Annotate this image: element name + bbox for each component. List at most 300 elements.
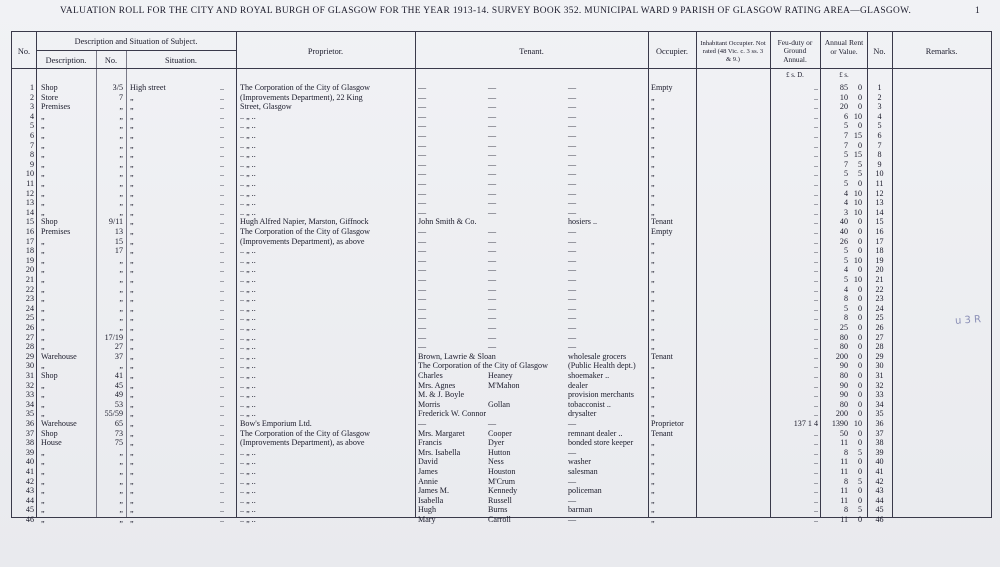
cell-sitd: ..	[220, 140, 225, 150]
cell-t1: Isabella	[418, 495, 444, 505]
cell-t1: —	[418, 188, 427, 198]
cell-no: 34	[25, 399, 34, 409]
cell-prop: .. „ ..	[240, 150, 256, 160]
cell-sit: „	[130, 121, 134, 131]
cell-num: 15	[114, 236, 123, 246]
marginal-note: u 3 R	[954, 314, 982, 327]
cell-no2: 38	[875, 438, 884, 448]
cell-sit: „	[130, 92, 134, 102]
cell-prop: (Improvements Department), 22 King	[240, 92, 363, 102]
cell-t1: Mary	[418, 515, 436, 524]
cell-t3: —	[568, 140, 577, 150]
cell-no: 16	[25, 227, 34, 236]
cell-t2: —	[488, 342, 497, 352]
cell-prop: .. „ ..	[240, 332, 256, 342]
cell-no2: 37	[875, 428, 884, 438]
cell-num: 41	[114, 371, 123, 380]
cell-rs: 0	[857, 313, 862, 323]
cell-t3: —	[568, 323, 577, 332]
cell-num: 73	[114, 428, 123, 438]
cell-occ: „	[651, 265, 655, 275]
cell-no2: 30	[875, 361, 884, 371]
cell-rl: 5	[843, 275, 848, 284]
cell-prop: .. „ ..	[240, 169, 256, 179]
cell-rl: 11	[840, 486, 848, 496]
cell-rs: 0	[857, 284, 862, 294]
cell-rs: 15	[853, 131, 862, 140]
cell-rs: 0	[857, 486, 862, 496]
table-row	[12, 285, 991, 295]
cell-feu: ..	[813, 294, 818, 304]
cell-t2: —	[488, 111, 497, 121]
table-row	[12, 294, 991, 304]
cell-feu: ..	[813, 486, 818, 496]
cell-t3: —	[568, 179, 577, 188]
cell-no2: 7	[877, 140, 882, 150]
cell-sit: „	[130, 159, 134, 169]
cell-rl: 8	[843, 476, 848, 486]
cell-prop: The Corporation of the City of Glasgow	[240, 227, 370, 236]
cell-desc: „	[41, 294, 45, 304]
cell-feu: ..	[813, 102, 818, 112]
cell-t1: —	[418, 92, 427, 102]
cell-no2: 3	[877, 102, 882, 112]
cell-occ: „	[651, 92, 655, 102]
cell-t2: Dyer	[488, 438, 505, 448]
cell-num: „	[119, 486, 123, 496]
cell-prop: .. „ ..	[240, 207, 256, 217]
cell-no2: 14	[875, 207, 884, 217]
cell-sitd: ..	[220, 419, 225, 428]
cell-rl: 3	[843, 207, 848, 217]
cell-sit: „	[130, 486, 134, 496]
cell-occ: „	[651, 159, 655, 169]
cell-t2: —	[488, 265, 497, 275]
cell-prop: .. „ ..	[240, 380, 256, 390]
cell-desc: Shop	[41, 371, 58, 380]
cell-t3: —	[568, 102, 577, 112]
cell-prop: .. „ ..	[240, 515, 256, 524]
cell-sit: „	[130, 188, 134, 198]
table-row	[12, 409, 991, 419]
cell-occ: „	[651, 236, 655, 246]
cell-sitd: ..	[220, 217, 225, 227]
cell-t1: Morris	[418, 399, 441, 409]
cell-t3: —	[568, 515, 577, 524]
cell-sit: „	[130, 428, 134, 438]
cell-no2: 42	[875, 476, 884, 486]
table-row	[12, 438, 991, 448]
cell-no: 4	[29, 111, 34, 121]
cell-no: 1	[29, 83, 34, 92]
cell-sitd: ..	[220, 486, 225, 496]
cell-occ: „	[651, 284, 655, 294]
cell-desc: „	[41, 284, 45, 294]
cell-rl: 8	[843, 313, 848, 323]
cell-num: 55/59	[104, 409, 123, 419]
cell-rl: 4	[843, 198, 848, 208]
cell-sit: „	[130, 390, 134, 400]
cell-t3: remnant dealer ..	[568, 428, 623, 438]
cell-sit: „	[130, 236, 134, 246]
cell-prop: .. „ ..	[240, 505, 256, 515]
cell-no2: 5	[877, 121, 882, 131]
cell-prop: .. „ ..	[240, 467, 256, 476]
table-row	[12, 150, 991, 160]
cell-prop: .. „ ..	[240, 255, 256, 265]
cell-t3: drysalter	[568, 409, 597, 419]
cell-t2: —	[488, 131, 497, 140]
cell-rs: 0	[857, 342, 862, 352]
cell-t3: —	[568, 131, 577, 140]
table-row	[12, 323, 991, 333]
cell-t2: Russell	[488, 495, 512, 505]
cell-occ: „	[651, 255, 655, 265]
cell-rl: 90	[839, 380, 848, 390]
table-row	[12, 486, 991, 496]
cell-t3: —	[568, 169, 577, 179]
cell-rl: 8	[843, 505, 848, 515]
cell-desc: „	[41, 390, 45, 400]
table-row	[12, 265, 991, 275]
cell-sitd: ..	[220, 275, 225, 284]
cell-no2: 24	[875, 303, 884, 313]
cell-sit: „	[130, 198, 134, 208]
cell-sit: „	[130, 313, 134, 323]
cell-t3: —	[568, 447, 577, 457]
cell-sitd: ..	[220, 188, 225, 198]
rule	[36, 50, 236, 51]
cell-t2: —	[488, 140, 497, 150]
cell-sitd: ..	[220, 457, 225, 467]
table-row	[12, 361, 991, 371]
cell-rl: 10	[839, 92, 848, 102]
cell-desc: „	[41, 303, 45, 313]
table-row	[12, 208, 991, 218]
cell-no2: 25	[875, 313, 884, 323]
cell-no2: 46	[875, 515, 884, 524]
cell-num: 45	[114, 380, 123, 390]
cell-no2: 39	[875, 447, 884, 457]
table-row	[12, 275, 991, 285]
table-row	[12, 189, 991, 199]
cell-sitd: ..	[220, 150, 225, 160]
cell-no2: 20	[875, 265, 884, 275]
cell-no2: 2	[877, 92, 882, 102]
cell-feu: ..	[813, 179, 818, 188]
table-row	[12, 141, 991, 151]
cell-occ: „	[651, 246, 655, 256]
cell-sitd: ..	[220, 332, 225, 342]
cell-sit: „	[130, 102, 134, 112]
cell-num: 27	[114, 342, 123, 352]
cell-rs: 0	[857, 294, 862, 304]
cell-t3: —	[568, 275, 577, 284]
cell-rl: 5	[843, 246, 848, 256]
cell-feu: ..	[813, 476, 818, 486]
cell-t3: provision merchants	[568, 390, 634, 400]
cell-rl: 11	[840, 457, 848, 467]
cell-sitd: ..	[220, 361, 225, 371]
cell-sit: „	[130, 255, 134, 265]
cell-occ: „	[651, 361, 655, 371]
cell-occ: „	[651, 121, 655, 131]
cell-rl: 5	[843, 255, 848, 265]
cell-desc: „	[41, 486, 45, 496]
table-row	[12, 83, 991, 93]
cell-t3: (Public Health dept.)	[568, 361, 636, 371]
cell-feu: ..	[813, 188, 818, 198]
cell-feu: ..	[813, 150, 818, 160]
cell-feu: ..	[813, 217, 818, 227]
cell-desc: „	[41, 255, 45, 265]
roll-title: VALUATION ROLL FOR THE CITY AND ROYAL BURGH OF GLASGOW FOR THE YEAR 1913-14. SURVEY BOOK 352. MUNICIPAL WARD 9 PARISH OF GLASGOW RATING AREA—GLASGOW.	[60, 6, 912, 16]
cell-rl: 5	[843, 303, 848, 313]
cell-t1: James M.	[418, 486, 450, 496]
cell-feu: ..	[813, 467, 818, 476]
cell-sitd: ..	[220, 380, 225, 390]
cell-desc: „	[41, 515, 45, 524]
cell-occ: „	[651, 150, 655, 160]
col-header-no-right: No.	[873, 47, 886, 56]
cell-prop: .. „ ..	[240, 284, 256, 294]
cell-rs: 0	[857, 380, 862, 390]
cell-t2: Heaney	[488, 371, 513, 380]
cell-no: 33	[25, 390, 34, 400]
cell-rl: 1390	[831, 419, 848, 428]
cell-no: 30	[25, 361, 34, 371]
cell-num: „	[119, 198, 123, 208]
cell-no2: 23	[875, 294, 884, 304]
cell-t2: —	[488, 83, 497, 92]
cell-sitd: ..	[220, 303, 225, 313]
cell-t1: —	[418, 246, 427, 256]
cell-no2: 36	[875, 419, 884, 428]
cell-occ: Empty	[651, 227, 673, 236]
cell-t3: shoemaker ..	[568, 371, 610, 380]
cell-sitd: ..	[220, 313, 225, 323]
cell-t2: Carroll	[488, 515, 511, 524]
cell-num: 75	[114, 438, 123, 448]
cell-num: „	[119, 457, 123, 467]
cell-t3: tobacconist ..	[568, 399, 611, 409]
cell-num: „	[119, 447, 123, 457]
col-header-description: Description.	[45, 56, 87, 65]
cell-num: „	[119, 188, 123, 198]
cell-occ: „	[651, 380, 655, 390]
cell-occ: „	[651, 313, 655, 323]
cell-sitd: ..	[220, 351, 225, 361]
cell-rl: 5	[843, 150, 848, 160]
cell-t1: —	[418, 342, 427, 352]
cell-sitd: ..	[220, 428, 225, 438]
cell-num: 17	[114, 246, 123, 256]
cell-occ: „	[651, 179, 655, 188]
cell-sit: „	[130, 207, 134, 217]
cell-t1: —	[418, 255, 427, 265]
cell-rs: 0	[857, 323, 862, 332]
cell-desc: „	[41, 505, 45, 515]
cell-rs: 10	[853, 198, 862, 208]
cell-rs: 5	[857, 169, 862, 179]
cell-feu: ..	[813, 313, 818, 323]
cell-num: 65	[114, 419, 123, 428]
cell-no: 43	[25, 486, 34, 496]
cell-prop: .. „ ..	[240, 179, 256, 188]
cell-num: „	[119, 159, 123, 169]
cell-t2: —	[488, 419, 497, 428]
cell-prop: .. „ ..	[240, 351, 256, 361]
col-header-annual-rent: Annual Rent or Value.	[824, 38, 864, 56]
cell-t3: —	[568, 476, 577, 486]
cell-t3: salesman	[568, 467, 598, 476]
cell-t3: —	[568, 284, 577, 294]
table-row	[12, 352, 991, 362]
cell-t3: —	[568, 265, 577, 275]
cell-feu: ..	[813, 495, 818, 505]
cell-no2: 34	[875, 399, 884, 409]
cell-occ: „	[651, 438, 655, 448]
cell-rl: 6	[843, 111, 848, 121]
cell-no: 10	[25, 169, 34, 179]
cell-occ: „	[651, 409, 655, 419]
cell-desc: „	[41, 457, 45, 467]
cell-feu: ..	[813, 351, 818, 361]
cell-t1: David	[418, 457, 438, 467]
cell-desc: „	[41, 188, 45, 198]
cell-t3: —	[568, 236, 577, 246]
cell-no: 45	[25, 505, 34, 515]
cell-num: 17/19	[104, 332, 123, 342]
cell-no2: 27	[875, 332, 884, 342]
cell-rl: 90	[839, 361, 848, 371]
cell-t1: —	[418, 227, 427, 236]
cell-sit: „	[130, 505, 134, 515]
cell-rl: 7	[843, 159, 848, 169]
cell-rs: 0	[857, 409, 862, 419]
cell-no: 6	[29, 131, 34, 140]
cell-sitd: ..	[220, 467, 225, 476]
cell-desc: „	[41, 265, 45, 275]
cell-no2: 8	[877, 150, 882, 160]
cell-t2: —	[488, 169, 497, 179]
cell-t1: Annie	[418, 476, 438, 486]
cell-no: 12	[25, 188, 34, 198]
cell-rl: 11	[840, 438, 848, 448]
cell-rs: 0	[857, 457, 862, 467]
cell-sitd: ..	[220, 131, 225, 140]
cell-rs: 0	[857, 371, 862, 380]
col-header-feu-duty: Feu-duty or Ground Annual.	[777, 38, 813, 64]
cell-sitd: ..	[220, 111, 225, 121]
cell-occ: „	[651, 486, 655, 496]
table-row	[12, 112, 991, 122]
cell-desc: House	[41, 438, 62, 448]
cell-t2: M'Mahon	[488, 380, 520, 390]
cell-desc: „	[41, 159, 45, 169]
cell-t3: —	[568, 332, 577, 342]
cell-prop: .. „ ..	[240, 371, 256, 380]
cell-rl: 26	[839, 236, 848, 246]
cell-no: 22	[25, 284, 34, 294]
cell-t2: —	[488, 159, 497, 169]
cell-sit: „	[130, 351, 134, 361]
cell-rl: 5	[843, 169, 848, 179]
cell-num: „	[119, 294, 123, 304]
table-row	[12, 515, 991, 525]
cell-desc: Premises	[41, 227, 71, 236]
col-header-feu-duty-units: £ s. D.	[786, 72, 804, 79]
cell-t1: —	[418, 275, 427, 284]
cell-occ: „	[651, 323, 655, 332]
cell-sitd: ..	[220, 92, 225, 102]
cell-desc: Shop	[41, 217, 58, 227]
cell-prop: .. „ ..	[240, 159, 256, 169]
cell-t2: Hutton	[488, 447, 511, 457]
cell-t2: —	[488, 246, 497, 256]
cell-no: 7	[29, 140, 34, 150]
cell-num: „	[119, 303, 123, 313]
cell-t3: washer	[568, 457, 591, 467]
cell-no: 46	[25, 515, 34, 524]
cell-t2: —	[488, 294, 497, 304]
cell-num: 37	[114, 351, 123, 361]
cell-prop: .. „ ..	[240, 486, 256, 496]
cell-rs: 0	[857, 83, 862, 92]
cell-rl: 40	[839, 227, 848, 236]
cell-t1: Mrs. Agnes	[418, 380, 456, 390]
cell-num: „	[119, 169, 123, 179]
table-row	[12, 333, 991, 343]
table-row	[12, 400, 991, 410]
cell-t1: —	[418, 332, 427, 342]
cell-sitd: ..	[220, 246, 225, 256]
cell-feu: ..	[813, 457, 818, 467]
cell-sit: „	[130, 265, 134, 275]
cell-t3: —	[568, 111, 577, 121]
cell-no: 27	[25, 332, 34, 342]
cell-no: 42	[25, 476, 34, 486]
table-row	[12, 246, 991, 256]
cell-desc: „	[41, 150, 45, 160]
cell-t2: —	[488, 188, 497, 198]
cell-t1: The Corporation of the City of Glasgow	[418, 361, 548, 371]
cell-sit: „	[130, 294, 134, 304]
cell-no: 23	[25, 294, 34, 304]
cell-occ: „	[651, 476, 655, 486]
cell-t2: M'Crum	[488, 476, 516, 486]
cell-desc: „	[41, 495, 45, 505]
cell-feu: ..	[813, 447, 818, 457]
cell-feu: ..	[813, 255, 818, 265]
cell-sitd: ..	[220, 227, 225, 236]
cell-desc: Shop	[41, 83, 58, 92]
table-row	[12, 371, 991, 381]
cell-t1: Hugh	[418, 505, 436, 515]
cell-no: 20	[25, 265, 34, 275]
cell-t3: —	[568, 255, 577, 265]
cell-t2: —	[488, 284, 497, 294]
cell-num: 13	[114, 227, 123, 236]
table-row	[12, 304, 991, 314]
cell-prop: Hugh Alfred Napier, Marston, Giffnock	[240, 217, 369, 227]
cell-rl: 4	[843, 265, 848, 275]
cell-feu: ..	[813, 246, 818, 256]
cell-num: „	[119, 140, 123, 150]
cell-feu: ..	[813, 505, 818, 515]
cell-desc: „	[41, 207, 45, 217]
cell-feu: ..	[813, 515, 818, 524]
